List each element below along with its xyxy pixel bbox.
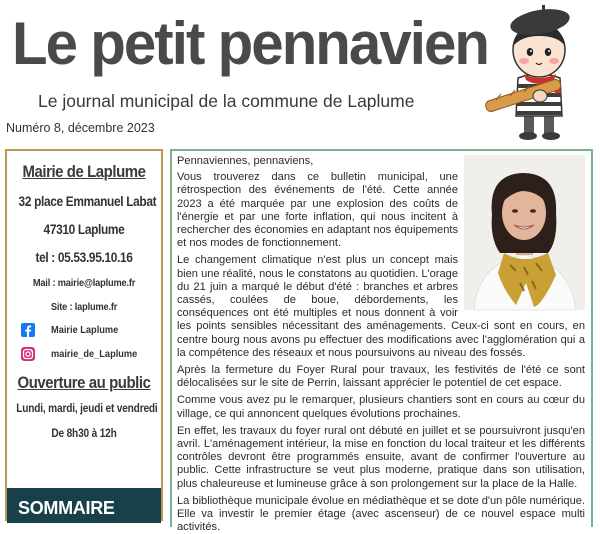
town-hall-info-sidebar	[5, 149, 163, 521]
instagram-link[interactable]	[7, 343, 161, 365]
opening-days: Lundi, mardi, jeudi et vendredi	[16, 403, 158, 415]
mayor-photo	[464, 155, 585, 310]
opening-hours: De 8h30 à 12h	[51, 428, 117, 440]
sommaire-banner: SOMMAIRE	[7, 488, 161, 523]
paragraph-1: Vous trouverez dans ce bulletin municipal, une rétrospection des événements de l'été. Cette année 2023 a été marquée par une explosion des coûts de l'énergie et par une forte inflation, qui nous incitent à rechercher des économies en adaptant nos équipements et nos modes de fonctionnement.	[177, 171, 458, 250]
sidebar-heading: Mairie de Laplume	[22, 162, 146, 181]
mascot-illustration	[484, 0, 596, 142]
website-address[interactable]: Site : laplume.fr	[50, 301, 118, 313]
facebook-link[interactable]	[7, 319, 161, 341]
issue-number: Numéro 8, décembre 2023	[6, 121, 155, 135]
email-address[interactable]: Mail : mairie@laplume.fr	[32, 277, 136, 289]
newspaper-subtitle: Le journal municipal de la commune de Laplume	[38, 91, 415, 111]
facebook-label: Mairie Laplume	[51, 324, 119, 336]
facebook-icon	[21, 323, 35, 337]
address-line-2: 47310 Laplume	[43, 221, 125, 237]
paragraph-3: Après la fermeture du Foyer Rural pour travaux, les festivités de l'été ce sont délocalisées sur le site de Perrin, laissant apprécier le potentiel de cet espace.	[177, 364, 585, 390]
masthead	[0, 0, 600, 145]
address-line-1: 32 place Emmanuel Labat	[18, 193, 157, 209]
paragraph-2: Le changement climatique n'est plus un concept mais bien une réalité, nous le constatons au quotidien. L'orage du 21 juin a marqué le début d'été : branches et arbres cassés, coulées de boue, débordements, les conséquences ont été multiples et nous donnent à voir les points sensibles nécessitant des aménagements. Ceux-ci sont en cours, en centre bourg nous avons pu effectuer des modifications avec l'agglomération qui a la compétence des réseaux et nous poursuivons au niveau des fossés.	[177, 254, 585, 359]
editorial-article	[170, 149, 593, 534]
instagram-icon	[21, 347, 35, 361]
opening-hours-heading: Ouverture au public	[17, 373, 151, 392]
instagram-label: mairie_de_Laplume	[51, 348, 138, 360]
paragraph-4: Comme vous avez pu le remarquer, plusieurs chantiers sont en cours au cœur du village, ce qui annoncent quelques évolutions prochaines.	[177, 394, 585, 420]
paragraph-5: En effet, les travaux du foyer rural ont débuté en juillet et se poursuivront jusqu'en avril. L'aménagement intérieur, la mise en fonction du local traiteur et les différents contrôles devront être programmés ensuite, avant de confirmer l'ouverture au public. Cette infrastructure se veut plus moderne, pratique dans son utilisation, plus chaleureuse et lumineuse grâce à son prolongement sur la place de la Halle.	[177, 424, 585, 490]
paragraph-6: La bibliothèque municipale évolue en médiathèque et se dote d'un pôle numérique. Elle va investir le premier étage (avec ascenseur) de ce nouvel espace multi activités.	[177, 494, 585, 534]
newspaper-title: Le petit pennavien	[12, 10, 489, 77]
phone-number: tel : 05.53.95.10.16	[35, 249, 133, 265]
greeting: Pennaviennes, pennaviens,	[177, 155, 314, 167]
